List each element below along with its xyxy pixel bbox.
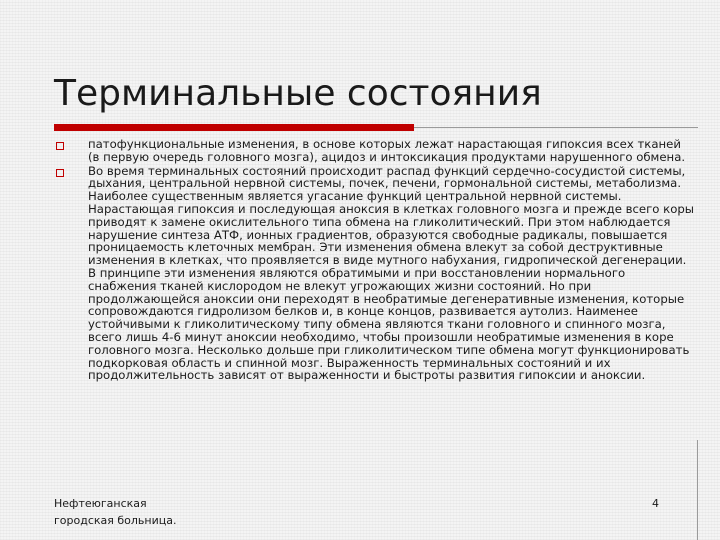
bullet-text: патофункциональные изменения, в основе которых лежат нарастающая гипоксия всех тканей (в первую очередь головного мозга), ацидоз и интоксикация продуктами нарушенного обмена.	[88, 137, 686, 164]
square-bullet-icon	[56, 142, 64, 150]
footer-divider	[697, 440, 698, 540]
bullet-item	[54, 165, 696, 383]
bullet-list	[54, 138, 696, 383]
title-underline-gray	[414, 127, 698, 128]
bullet-text: Во время терминальных состояний происходит распад функций сердечно-сосудистой системы, дыхания, центральной нервной системы, почек, печени, гормональной системы, метаболизма. Наиболее существенным является угасание функций центральной нервной системы. Нарастающая гипоксия и последующая аноксия в клетках головного мозга и прежде всего коры приводят к замене окислительного типа обмена на гликолитический. При этом наблюдается нарушение синтеза АТФ, ионных градиентов, образуются свободные радикалы, повышается проницаемость клеточных мембран. Эти изменения обмена влекут за собой деструктивные изменения в клетках, что проявляется в виде мутного набухания, гидропической дегенерации. В принципе эти изменения являются обратимыми и при восстановлении нормального снабжения тканей кислородом не влекут угрожающих жизни состояний. Но при продолжающейся аноксии они переходят в необратимые дегенеративные изменения, которые сопровождаются гидролизом белков и, в конце концов, развивается аутолиз. Наименее устойчивыми к гликолитическому типу обмена являются ткани головного и спинного мозга, всего лишь 4-6 минут аноксии необходимо, чтобы произошли необратимые изменения в коре головного мозга. Несколько дольше при гликолитическом типе обмена могут функционировать подкорковая область и спинной мозг. Выраженность терминальных состояний и их продолжительность зависят от выраженности и быстроты развития гипоксии и аноксии.	[88, 163, 694, 383]
footer-organization	[54, 495, 176, 529]
footer-line-1: Нефтеюганская	[54, 497, 147, 510]
page-number: 4	[652, 497, 659, 510]
title-underline-red	[54, 124, 414, 131]
square-bullet-icon	[56, 169, 64, 177]
slide-title: Терминальные состояния	[54, 73, 542, 114]
footer-line-2: городская больница.	[54, 514, 177, 527]
bullet-item	[54, 138, 696, 164]
